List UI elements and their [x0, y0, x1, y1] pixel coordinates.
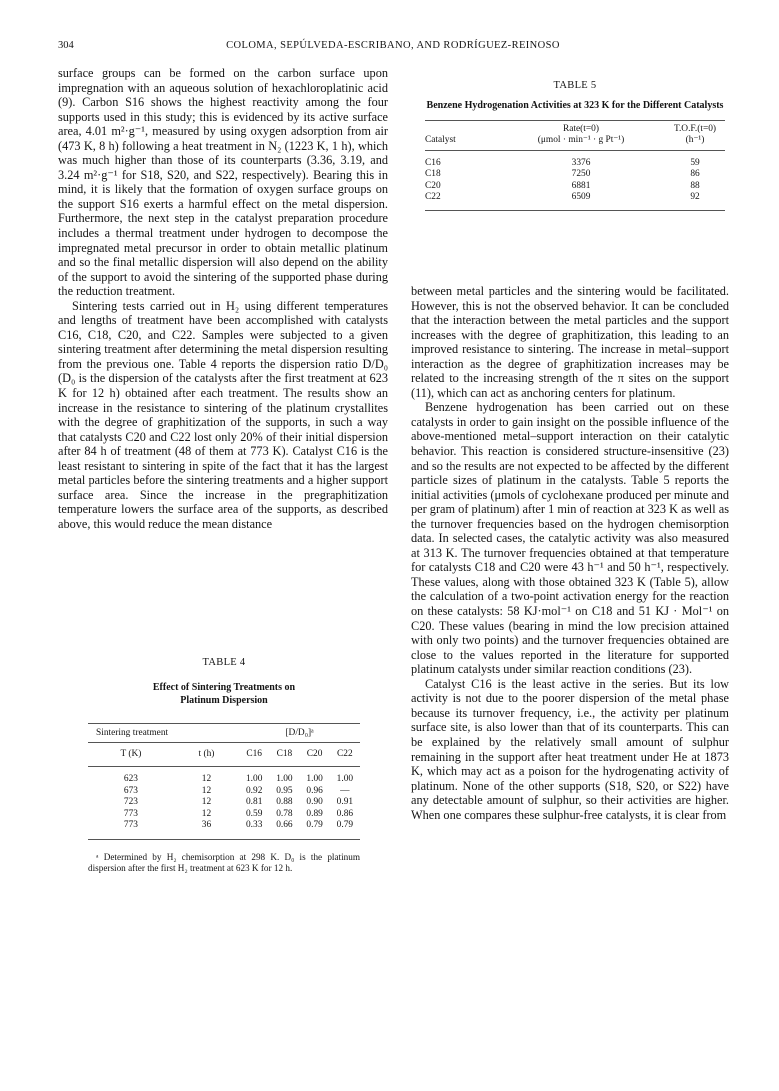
table-cell: 0.92 — [245, 785, 263, 796]
table-cell: C20 — [425, 180, 441, 191]
table-caption: Benzene Hydrogenation Activities at 323 K for the Different Catalysts — [426, 100, 724, 111]
table-cell: 86 — [690, 169, 700, 179]
paragraph: between metal particles and the sintering would be facilitated. However, this is not the observed behavior. It can be concluded that the interaction between the metal particles and the support increases with the degree of graphitization, this leading to an improved resistance to sintering. The increase in metal–support interaction as the degree of graphitization increases may be related to the increasing strength of the π sites on the support (11), which can act as anchoring centers for platinum. — [411, 284, 729, 400]
table-cell: 6509 — [571, 192, 591, 202]
data-table — [88, 723, 360, 840]
table-cell: 0.88 — [276, 797, 293, 807]
column-header: C20 — [306, 749, 323, 759]
table-cell: 0.91 — [336, 797, 354, 807]
table-cell: 7250 — [571, 169, 591, 179]
table-cell: 673 — [123, 785, 138, 796]
footnote-text: ᵃ Determined by H₂ chemisorption at 298 K. D₀ is the platinum dispersion after the first H₂ treatment at 623 K for 12 h. — [88, 851, 360, 873]
table-cell: 1.00 — [276, 774, 293, 784]
table-cell: C16 — [425, 157, 441, 168]
table-cell: 623 — [123, 774, 138, 784]
table-cell: 0.90 — [306, 797, 323, 807]
column-header: T.O.F.(t=0) (h⁻¹) — [673, 123, 717, 145]
table-cell: C22 — [425, 192, 441, 202]
table-cell: 0.59 — [245, 808, 263, 819]
table-cell: 773 — [123, 808, 138, 819]
paragraph: Catalyst C16 is the least active in the series. But its low activity is not due to the poorer dispersion of the metal phase because its turnover frequency, i.e., the activity per platinum surface site, is also lower than that of its counterparts. This can be explained by the relatively small amount of sulphur remaining in the support after heat treatment under He at 1873 K, which may act as a poison for the hydrogenating activity of platinum. None of the other supports (S18, S20, or S22) have any detectable amount of sulphur, so their activities are higher. When one compares these sulphur-free catalysts, it is clear from — [411, 676, 729, 822]
table-footnote — [88, 852, 360, 874]
right-column — [411, 284, 729, 822]
table-cell: 59 — [690, 157, 700, 168]
table-cell: 0.78 — [276, 808, 293, 819]
table-cell: 36 — [201, 820, 212, 830]
table-cell: 12 — [201, 808, 212, 819]
table-number: TABLE 4 — [202, 657, 246, 668]
table-number: TABLE 5 — [553, 80, 597, 91]
page-number: 304 — [58, 40, 74, 51]
table-cell: — — [340, 785, 350, 796]
table-cell: 0.86 — [336, 808, 354, 819]
paragraph: surface groups can be formed on the carbon surface upon impregnation with an aqueous solution of hexachloroplatinic acid (9). Carbon S16 shows the highest reactivity among the four supports used in this study; this is evidenced by its active surface area, 4.01 m²·g⁻¹, measured by using oxygen adsorption from air (473 K, 8 h) following a heat treatment in N₂ (1223 K, 1 h), which was much higher than those of its counterparts (3.36, 3.19, and 3.24 m²·g⁻¹ for S18, S20, and S22, respectively). Bearing this in mind, it is likely that the formation of oxygen surface groups on the support S16 exerts a harmful effect on the metal dispersion. Furthermore, the next step in the catalyst preparation procedure includes a thermal treatment under hydrogen to decompose the impregnated metal precursor in order to obtain metallic platinum and so the final metallic dispersion will also depend on the ability of the support to avoid the sintering of the supported phase during the reduction treatment. — [58, 66, 388, 299]
table-cell: 92 — [690, 192, 700, 202]
table-cell: 0.95 — [276, 785, 293, 796]
group-header: Sintering treatment — [96, 728, 169, 738]
table-cell: 1.00 — [245, 774, 263, 784]
table-5 — [425, 80, 725, 211]
page-header — [58, 40, 728, 56]
running-head: COLOMA, SEPÚLVEDA-ESCRIBANO, AND RODRÍGUEZ-REINOSO — [226, 40, 560, 51]
table-caption: Effect of Sintering Treatments on Platinum Dispersion — [152, 682, 296, 706]
table-cell: 1.00 — [336, 774, 354, 784]
table-row — [425, 169, 725, 181]
table-cell: 1.00 — [306, 774, 323, 784]
column-header: C22 — [337, 749, 353, 759]
data-table — [425, 120, 725, 211]
table-cell: 773 — [123, 820, 138, 830]
group-header: [D/D₀]ᵃ — [285, 728, 314, 738]
left-column — [58, 66, 388, 532]
table-row — [88, 797, 360, 809]
table-cell: C18 — [425, 169, 441, 179]
column-header: C16 — [246, 749, 262, 759]
table-cell: 12 — [201, 797, 212, 807]
table-cell: 0.81 — [245, 797, 263, 807]
table-cell: 0.96 — [306, 785, 323, 796]
table-row — [425, 181, 725, 193]
column-header: T (K) — [120, 749, 142, 759]
table-row — [88, 767, 360, 786]
column-header: Catalyst — [425, 134, 456, 145]
table-row — [88, 809, 360, 821]
column-header: Rate(t=0) (μmol · min⁻¹ · g Pt⁻¹) — [537, 123, 625, 145]
paragraph: Sintering tests carried out in H₂ using different temperatures and lengths of treatment have been accomplished with catalysts C16, C18, C20, and C22. Samples were subjected to a given sintering treatment after determining the metal dispersion resulting from the previous one. Table 4 reports the dispersion ratio D/D₀ (D₀ is the dispersion of the catalysts after the first treatment at 623 K for 12 h) obtained after each treatment. The results show an increase in the resistance to sintering of the platinum crystallites with the degree of graphitization of the supports, in such a way that catalysts C20 and C22 lost only 20% of their initial dispersion after 84 h of treatment (48 of them at 773 K). Catalyst C16 is the least resistant to sintering in spite of the fact that it has the largest metal particles before the sintering treatments and a higher support surface area. Since the increase in the pregraphitization temperature lowers the surface area of the supports, as described above, this would reduce the mean distance — [58, 298, 388, 531]
table-row — [88, 820, 360, 839]
paragraph: Benzene hydrogenation has been carried out on these catalysts in order to gain insight on the possible influence of the above-mentioned metal–support interaction on their catalytic behavior. This reaction is considered structure-insensitive (23) and so the results are not expected to be affected by the different particle sizes of platinum in the catalysts. Table 5 reports the initial activities (μmols of cyclohexane produced per minute and per gram of platinum) after 1 min of reaction at 323 K as well as the turnover frequencies based on the hydrogen chemisorption data. In selected cases, the catalytic activity was also measured at 313 K. The turnover frequencies obtained at that temperature for catalysts C18 and C20 were 43 h⁻¹ and 50 h⁻¹, respectively. These values, along with those obtained 323 K (Table 5), allow the calculation of a two-point activation energy for the reaction on these catalysts: 58 KJ·mol⁻¹ on C18 and 51 KJ · Mol⁻¹ on C20. These values (bearing in mind the low precision attained with only two points) and the turnover frequencies obtained are close to the values reported in the literature for supported platinum catalysts under similar reaction conditions (23). — [411, 400, 729, 677]
table-4 — [88, 657, 360, 874]
table-cell: 0.79 — [336, 820, 354, 830]
table-row — [425, 192, 725, 210]
table-cell: 6881 — [571, 180, 591, 191]
table-cell: 0.33 — [245, 820, 263, 830]
table-cell: 0.79 — [306, 820, 323, 830]
table-cell: 723 — [123, 797, 138, 807]
table-cell: 3376 — [571, 157, 591, 168]
column-header: C18 — [276, 749, 293, 759]
table-cell: 88 — [690, 180, 700, 191]
table-row — [425, 150, 725, 169]
table-cell: 0.66 — [276, 820, 293, 830]
column-header: t (h) — [198, 749, 215, 759]
table-cell: 12 — [201, 785, 212, 796]
table-cell: 0.89 — [306, 808, 323, 819]
table-row — [88, 786, 360, 798]
table-cell: 12 — [201, 774, 212, 784]
